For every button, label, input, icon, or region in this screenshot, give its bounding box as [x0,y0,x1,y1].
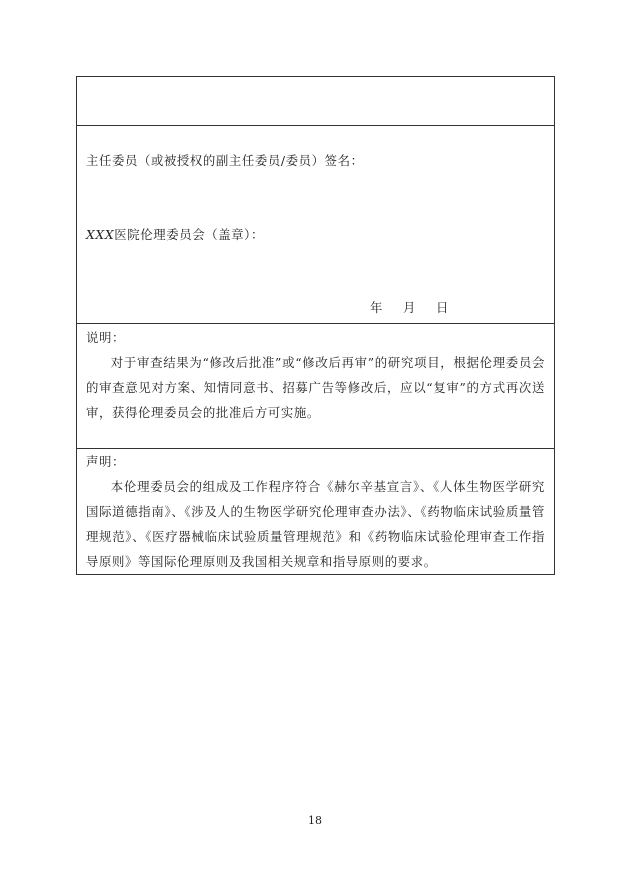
note-row [77,324,555,449]
declaration-text: 本伦理委员会的组成及工作程序符合《赫尔辛基宣言》、《人体生物医学研究国际道德指南》、《涉及人的生物医学研究伦理审查办法》、《药物临床试验质量管理规范》、《医疗器械临床试验质量管理规范》和《药物临床试验伦理审查工作指导原则》等国际伦理原则及我国相关规章和指导原则的要求。 [86,479,545,569]
signature-row [77,126,555,324]
date-year-label: 年 [370,300,383,315]
note-text: 对于审查结果为“修改后批准”或“修改后再审”的研究项目，根据伦理委员会的审查意见对方案、知情同意书、招募广告等修改后，应以“复审”的方式再次送审，获得伦理委员会的批准后方可实施。 [86,355,545,420]
date-month-label: 月 [403,300,416,315]
empty-row [77,77,555,126]
chair-signature-label: 主任委员（或被授权的副主任委员/委员）签名： [86,153,364,168]
note-cell [77,324,555,449]
empty-cell [77,77,555,126]
committee-stamp-line [86,222,264,247]
committee-stamp-label: 医院伦理委员会（盖章）： [114,227,264,242]
note-heading: 说明： [86,330,125,345]
approval-form-table [76,76,555,575]
declaration-cell [77,449,555,575]
declaration-row [77,449,555,575]
page-number: 18 [308,814,322,827]
date-day-label: 日 [436,300,449,315]
declaration-heading: 声明： [86,454,125,469]
signature-cell [77,126,555,324]
committee-prefix: XXX [86,227,115,242]
